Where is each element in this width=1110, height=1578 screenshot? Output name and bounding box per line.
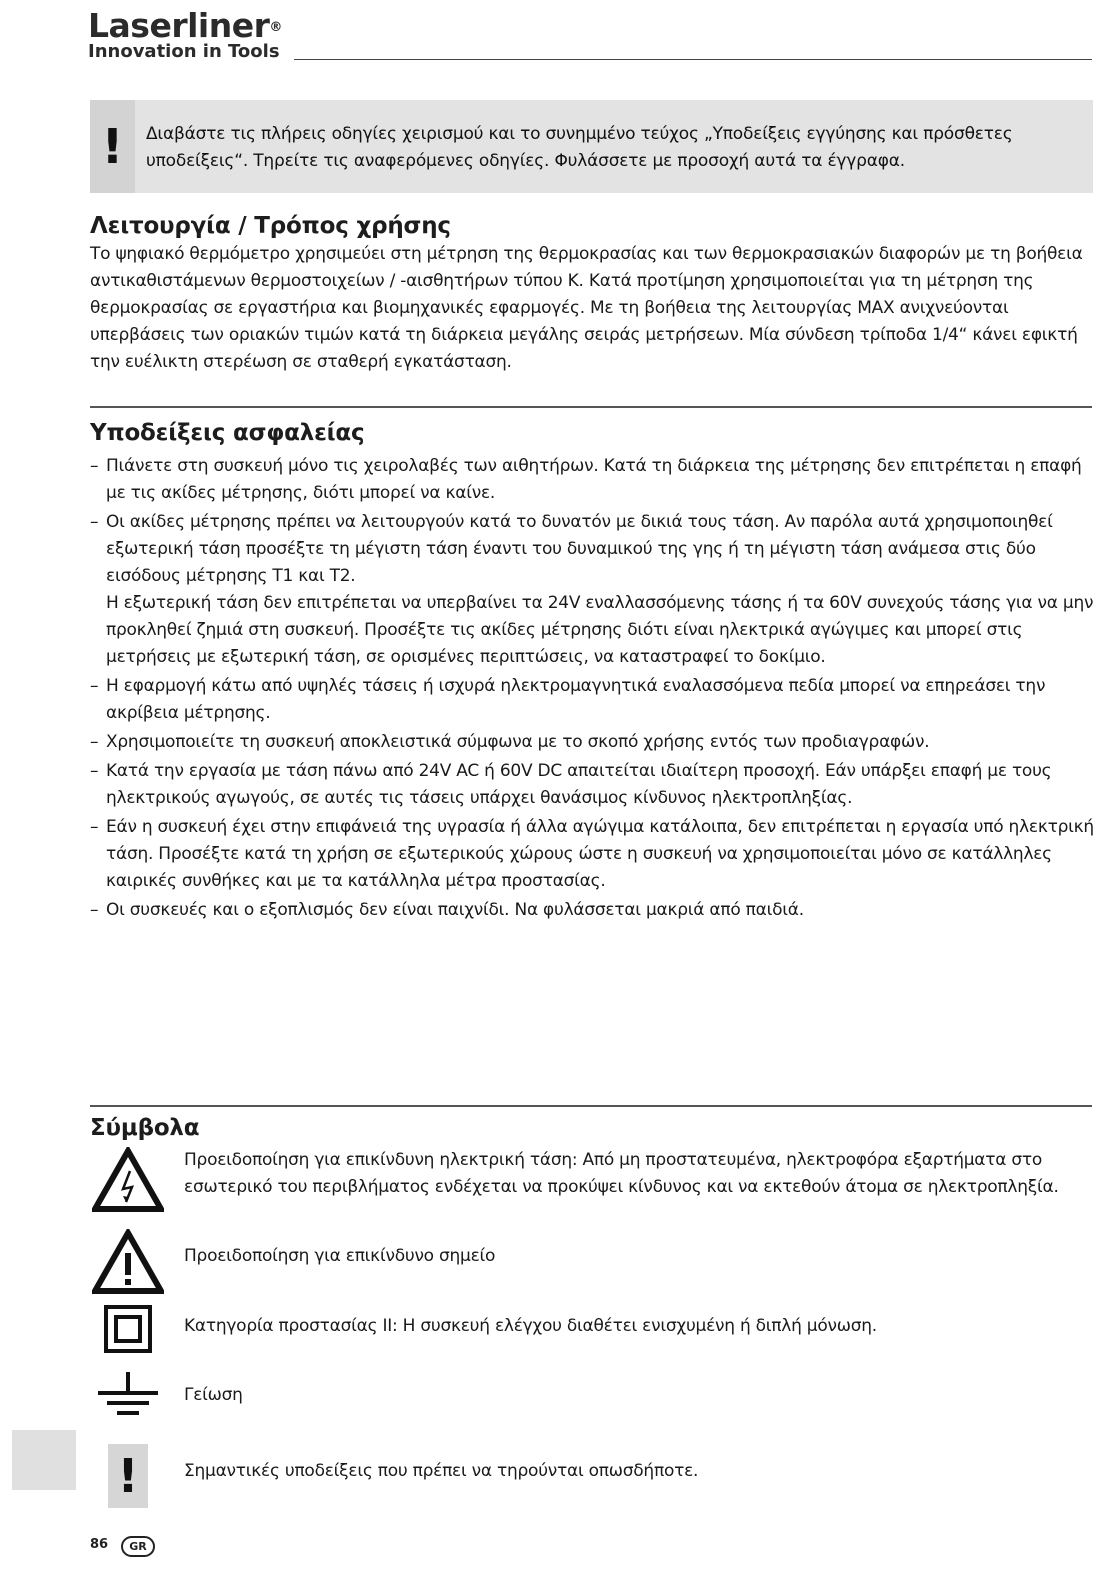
registered-mark: ®	[269, 20, 282, 35]
notice-text: Διαβάστε τις πλήρεις οδηγίες χειρισμού και το συνημμένο τεύχος „Υποδείξεις εγγύησης και πρόσθετες υποδείξεις“. Τηρείτε τις αναφερόμενες οδηγίες. Φυλάσσετε με προσοχή αυτά τα έγγραφα.	[146, 124, 1013, 171]
safety-list	[90, 453, 1100, 926]
section-title-function: Λειτουργία / Τρόπος χρήσης	[90, 213, 451, 239]
page-number: 86	[90, 1537, 109, 1552]
list-item: – Εάν η συσκευή έχει στην επιφάνειά της υγρασία ή άλλα αγώγιμα κατάλοιπα, δεν επιτρέπεται η εργασία υπό ηλεκτρική τάση. Προσέξτε κατά τη χρήση σε εξωτερικούς χώρους ώστε η συσκευή να χρησιμοποιείται μόνο σε κατάλληλες καιρικές συνθήκες και με τα κατάλληλα μέτρα προστασίας.	[90, 814, 1100, 895]
list-item: – Οι ακίδες μέτρησης πρέπει να λειτουργούν κατά το δυνατόν με δικιά τους τάση. Αν παρόλα αυτά χρησιμοποιηθεί εξωτερική τάση προσέξτε τη μέγιστη τάση έναντι του δυναμικού της γης ή τη μέγιστη τάση ανάμεσα στις δύο εισόδους μέτρησης T1 και T2. Η εξωτερική τάση δεν επιτρέπεται να υπερβαίνει τα 24V εναλλασσόμενης τάσης ή τα 60V συνεχούς τάσης για να μην προκληθεί ζημιά στη συσκευή. Προσέξτε τις ακίδες μέτρησης διότι είναι ηλεκτρικά αγώγιμες και μπορεί στις μετρήσεις με εξωτερική τάση, σε ορισμένες περιπτώσεις, να καταστραφεί το δοκίμιο.	[90, 509, 1100, 671]
symbol-row	[90, 1147, 1100, 1231]
symbol-row	[90, 1313, 1100, 1363]
function-text: Το ψηφιακό θερμόμετρο χρησιμεύει στη μέτρηση της θερμοκρασίας και των θερμοκρασιακών διαφορών με τη βοήθεια αντικαθιστάμενων θερμοστοιχείων / -αισθητήρων τύπου K. Κατά προτίμηση χρησιμοποιείται για τη μέτρηση της θερμοκρασίας σε εργαστήρια και βιομηχανικές εφαρμογές. Με τη βοήθεια της λειτουργίας MAX ανιχνεύονται υπερβάσεις των οριακών τιμών κατά τη διάρκεια μεγάλης σειράς μετρήσεων. Μία σύνδεση τρίποδα 1/4“ κάνει εφικτή την ευέλικτη στερέωση σε σταθερή εγκατάσταση.	[90, 244, 1083, 372]
list-item: – Η εφαρμογή κάτω από υψηλές τάσεις ή ισχυρά ηλεκτρομαγνητικά εναλασσόμενα πεδία μπορεί να επηρεάσει την ακρίβεια μέτρησης.	[90, 673, 1100, 727]
exclamation-icon: !	[90, 100, 135, 193]
section-rule	[90, 1105, 1092, 1107]
symbol-text: Γείωση	[184, 1385, 243, 1405]
symbol-text: Σημαντικές υποδείξεις που πρέπει να τηρούνται οπωσδήποτε.	[184, 1461, 699, 1481]
symbol-text: Προειδοποίηση για επικίνδυνο σημείο	[184, 1246, 496, 1266]
list-item: – Πιάνετε στη συσκευή μόνο τις χειρολαβές των αιθητήρων. Κατά τη διάρκεια της μέτρησης δεν επιτρέπεται η επαφή με τις ακίδες μέτρησης, διότι μπορεί να καίνε.	[90, 453, 1100, 507]
exclamation-icon: !	[108, 1444, 148, 1508]
section-title-symbols: Σύμβολα	[90, 1115, 200, 1141]
side-tab	[12, 1430, 76, 1490]
list-item: – Οι συσκευές και ο εξοπλισμός δεν είναι παιχνίδι. Να φυλάσσεται μακριά από παιδιά.	[90, 897, 1100, 924]
brand-tagline: Innovation in Tools	[88, 41, 280, 62]
section-title-safety: Υποδείξεις ασφαλείας	[90, 420, 365, 446]
symbol-text: Κατηγορία προστασίας II: Η συσκευή ελέγχου διαθέτει ενισχυμένη ή διπλή μόνωση.	[184, 1316, 877, 1336]
symbol-row	[90, 1243, 1100, 1291]
protection-class-ii-icon	[103, 1304, 153, 1354]
list-item: – Χρησιμοποιείτε τη συσκευή αποκλειστικά σύμφωνα με το σκοπό χρήσης εντός των προδιαγραφών.	[90, 729, 1100, 756]
ground-icon	[95, 1370, 161, 1420]
notice-box	[90, 100, 1093, 193]
hazard-warning-icon	[92, 1229, 164, 1295]
high-voltage-warning-icon	[92, 1147, 164, 1213]
symbol-row	[90, 1382, 1100, 1428]
symbol-text: Προειδοποίηση για επικίνδυνη ηλεκτρική τάση: Από μη προστατευμένα, ηλεκτροφόρα εξαρτήματα στο εσωτερικό του περιβλήματος ενδέχεται να προκύψει κίνδυνος και να εκτεθούν άτομα σε ηλεκτροπληξία.	[184, 1150, 1059, 1197]
brand-name: Laserliner	[88, 6, 270, 45]
header-rule	[294, 59, 1092, 60]
brand-logo	[88, 8, 282, 62]
language-badge: GR	[121, 1536, 155, 1557]
list-item-continuation: Η εξωτερική τάση δεν επιτρέπεται να υπερβαίνει τα 24V εναλλασσόμενης τάσης ή τα 60V συνεχούς τάσης για να μην προκληθεί ζημιά στη συσκευή. Προσέξτε τις ακίδες μέτρησης διότι είναι ηλεκτρικά αγώγιμες και μπορεί στις μετρήσεις με εξωτερική τάση, σε ορισμένες περιπτώσεις, να καταστραφεί το δοκίμιο.	[106, 593, 1094, 667]
section-rule	[90, 406, 1092, 408]
list-item: – Κατά την εργασία με τάση πάνω από 24V AC ή 60V DC απαιτείται ιδιαίτερη προσοχή. Εάν υπάρξει επαφή με τους ηλεκτρικούς αγωγούς, σε αυτές τις τάσεις υπάρχει θανάσιμος κίνδυνος ηλεκτροπληξίας.	[90, 758, 1100, 812]
symbol-row	[90, 1449, 1100, 1508]
